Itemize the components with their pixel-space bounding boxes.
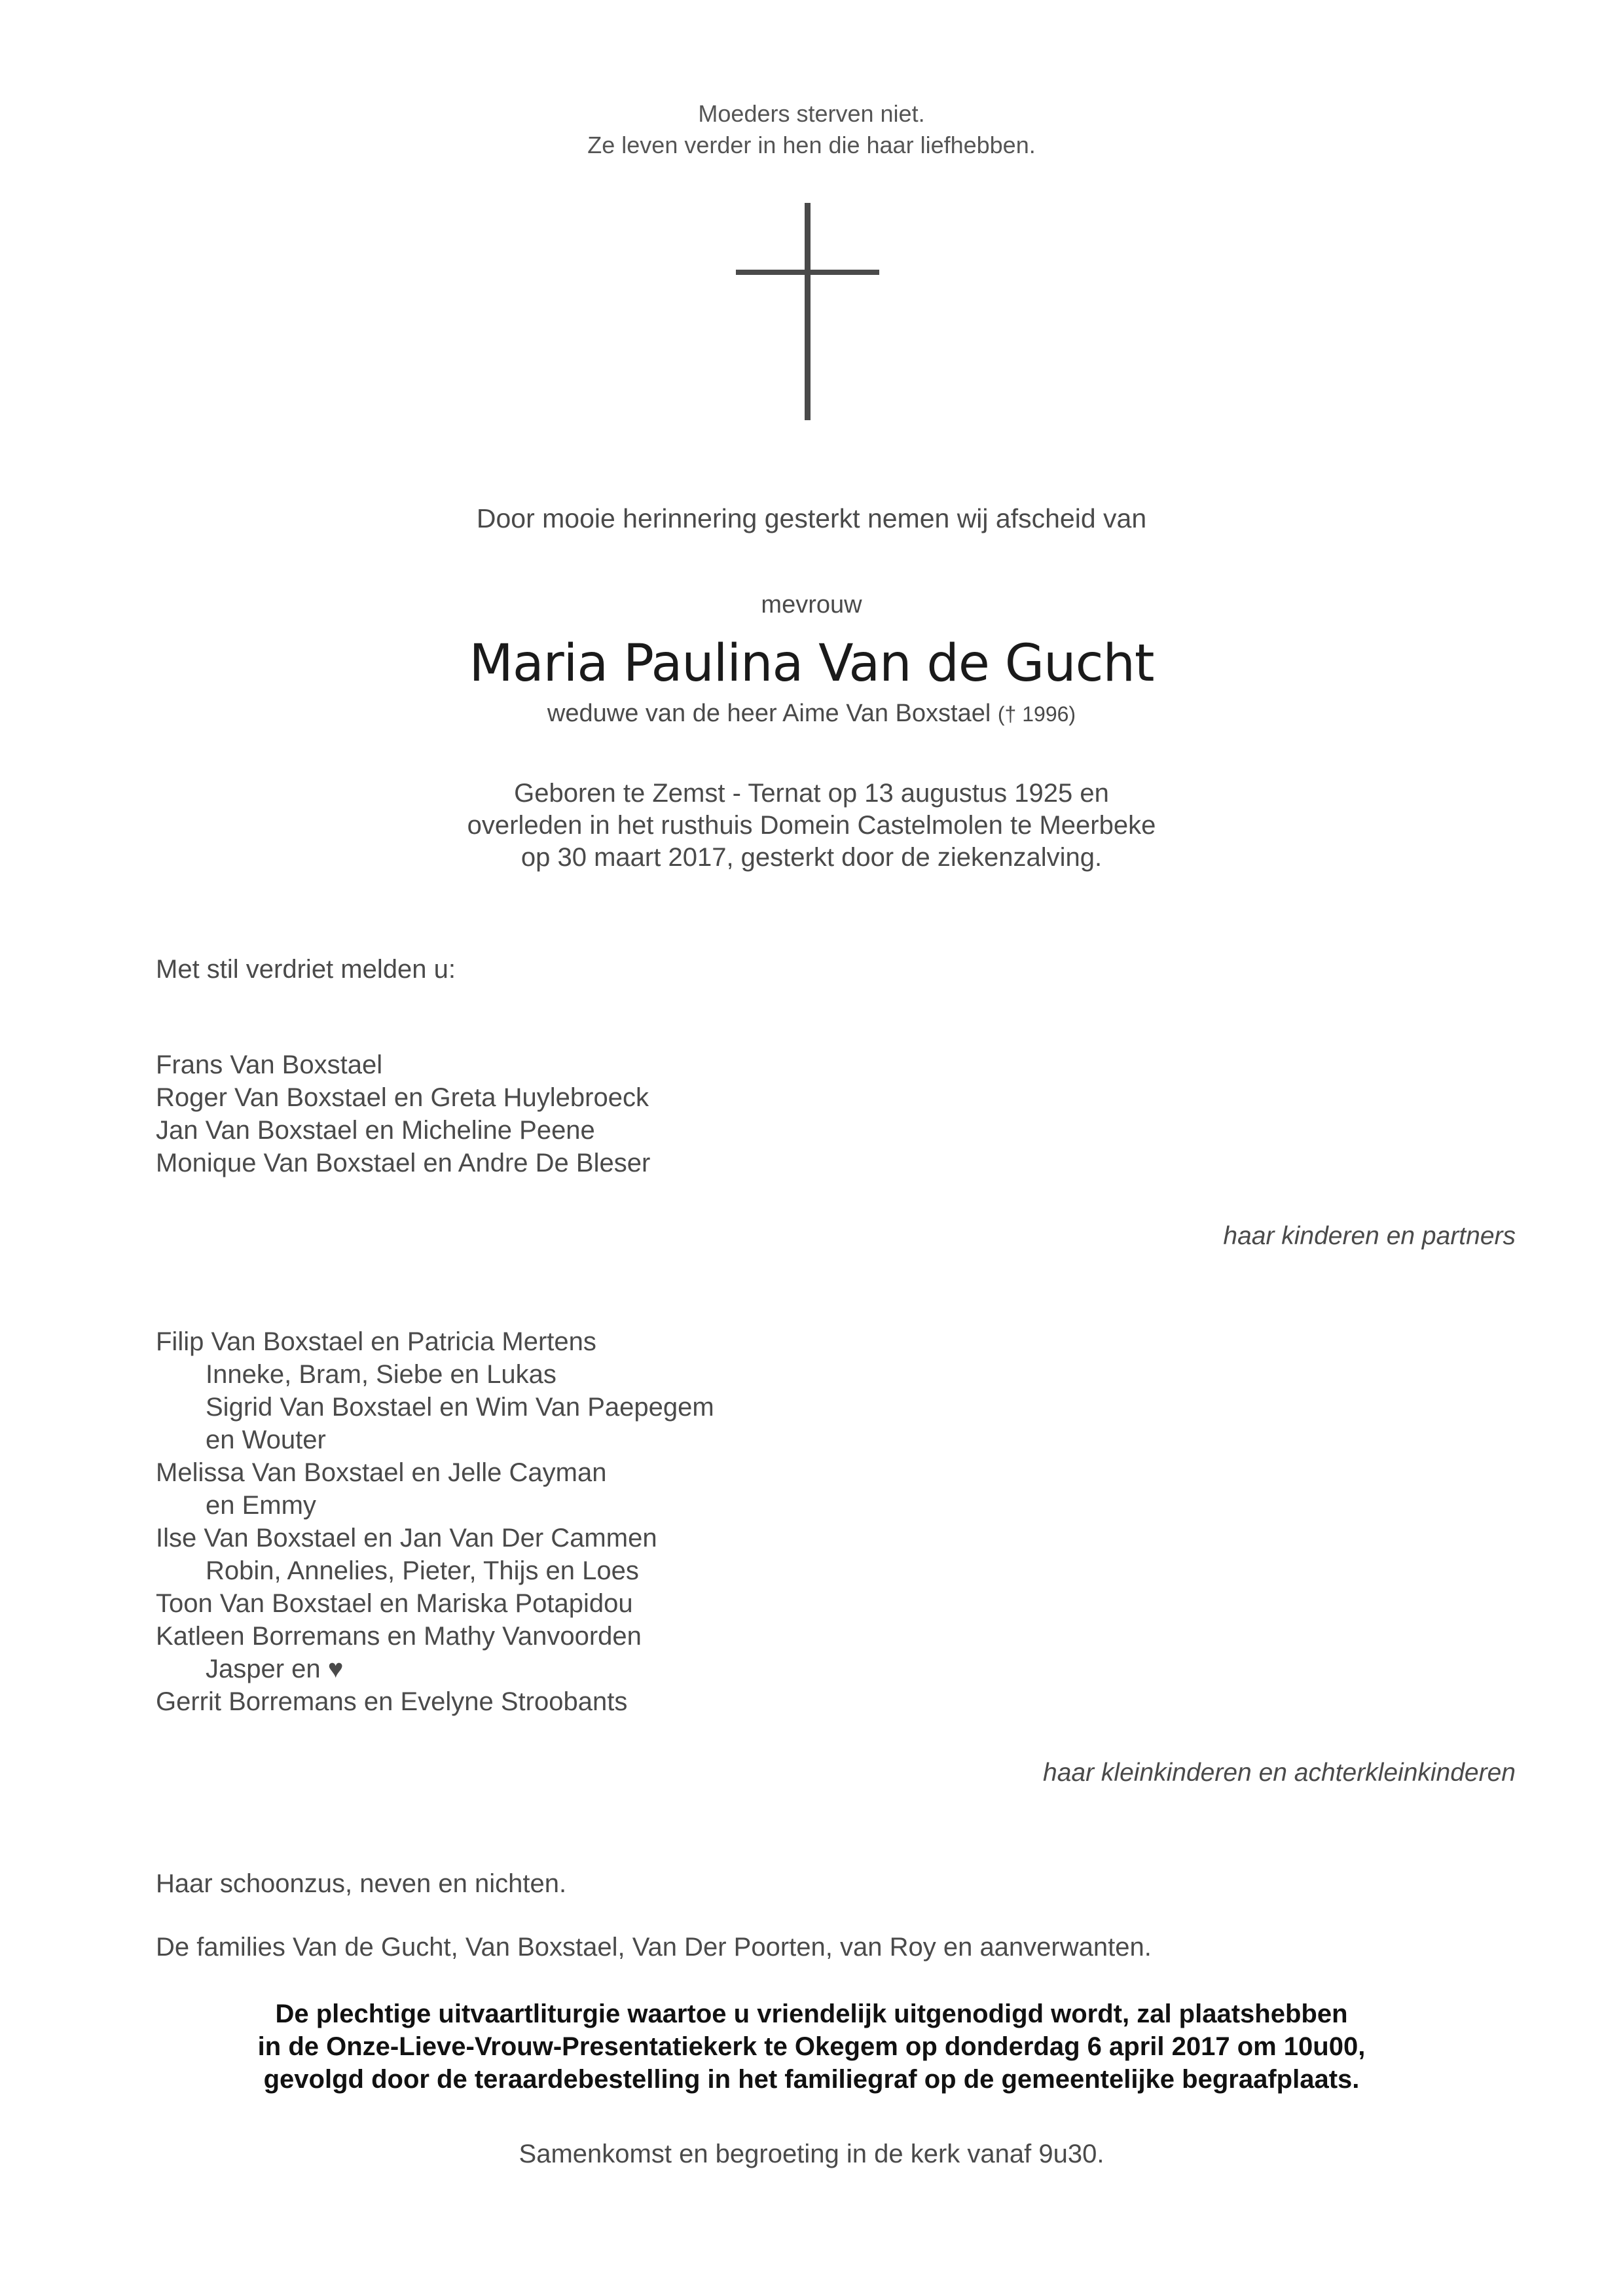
children-list	[156, 1049, 650, 1179]
list-item: Sigrid Van Boxstael en Wim Van Paepegem	[206, 1393, 714, 1422]
birth-death-line: op 30 maart 2017, gesterkt door de ziekenzalving.	[520, 843, 1103, 872]
death-note: († 1996)	[997, 702, 1076, 726]
inlaws-text: Haar schoonzus, neven en nichten.	[156, 1869, 567, 1898]
honorific: mevrouw	[761, 591, 862, 619]
children-relation: haar kinderen en partners	[1223, 1222, 1516, 1250]
list-item: Toon Van Boxstael en Mariska Potapidou	[156, 1589, 633, 1618]
list-item: Katleen Borremans en Mathy Vanvoorden	[156, 1622, 642, 1651]
list-item: Gerrit Borremans en Evelyne Stroobants	[156, 1687, 628, 1716]
list-item: Roger Van Boxstael en Greta Huylebroeck	[156, 1083, 649, 1112]
list-item: Jasper en ♥	[206, 1655, 344, 1683]
birth-death-line: Geboren te Zemst - Ternat op 13 augustus 1925 en	[514, 779, 1109, 808]
ceremony-line: gevolgd door de teraardebestelling in het familiegraf op de gemeentelijke begraafplaats.	[263, 2065, 1360, 2094]
list-item: Jan Van Boxstael en Micheline Peene	[156, 1116, 595, 1145]
grandchildren-list	[156, 1325, 714, 1718]
memorial-quote	[0, 98, 1623, 161]
list-item: en Emmy	[206, 1491, 316, 1520]
quote-line: Moeders sterven niet.	[698, 100, 925, 127]
list-item: en Wouter	[206, 1426, 326, 1454]
list-item: Melissa Van Boxstael en Jelle Cayman	[156, 1458, 607, 1487]
list-item: Robin, Annelies, Pieter, Thijs en Loes	[206, 1556, 639, 1585]
birth-death-line: overleden in het rusthuis Domein Castelmolen te Meerbeke	[467, 811, 1156, 840]
cross-vertical-bar	[805, 203, 811, 420]
quote-line: Ze leven verder in hen die haar liefhebben.	[587, 132, 1036, 158]
grandchildren-relation: haar kleinkinderen en achterkleinkinderen	[1043, 1759, 1516, 1787]
deceased-name: Maria Paulina Van de Gucht	[469, 634, 1154, 693]
list-item: Frans Van Boxstael	[156, 1050, 383, 1079]
list-item: Monique Van Boxstael en Andre De Bleser	[156, 1149, 651, 1177]
list-item: Ilse Van Boxstael en Jan Van Der Cammen	[156, 1524, 657, 1552]
ceremony-line: De plechtige uitvaartliturgie waartoe u vriendelijk uitgenodigd wordt, zal plaatshebben	[275, 2000, 1348, 2028]
birth-death-block	[0, 778, 1623, 874]
announce-text: Met stil verdriet melden u:	[156, 955, 456, 984]
list-item: Inneke, Bram, Siebe en Lukas	[206, 1360, 556, 1389]
widow-text: weduwe van de heer Aime Van Boxstael	[547, 700, 991, 727]
families-text: De families Van de Gucht, Van Boxstael, Van Der Poorten, van Roy en aanverwanten.	[156, 1933, 1152, 1962]
list-item: Filip Van Boxstael en Patricia Mertens	[156, 1327, 596, 1356]
widow-line	[0, 698, 1623, 730]
ceremony-line: in de Onze-Lieve-Vrouw-Presentatiekerk te Okegem op donderdag 6 april 2017 om 10u00,	[257, 2032, 1366, 2061]
cross-horizontal-bar	[736, 270, 879, 275]
ceremony-block	[0, 1998, 1623, 2096]
intro-text: Door mooie herinnering gesterkt nemen wij afscheid van	[476, 503, 1147, 533]
gathering-text: Samenkomst en begroeting in de kerk vanaf 9u30.	[519, 2140, 1104, 2168]
